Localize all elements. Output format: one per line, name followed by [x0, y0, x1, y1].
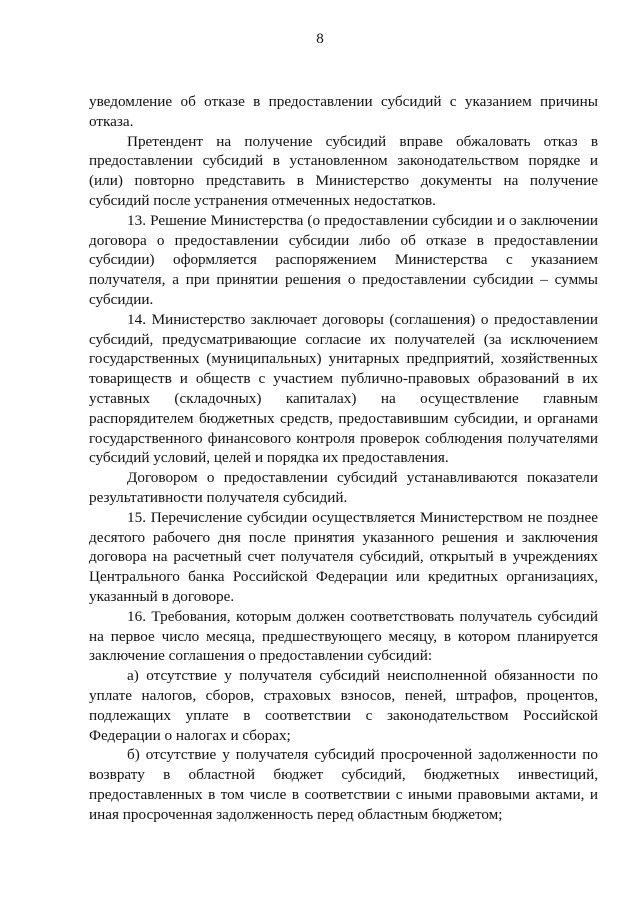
paragraph-15-transfer: 15. Перечисление субсидии осуществляется Министерством не позднее десятого рабочего дня после принятия указанного решения и заключения договора на расчетный счет получателя субсидий, открытый в учреждениях Центрального банка Российской Федерации или кредитных организациях, указанный в договоре.	[89, 508, 598, 605]
page-number: 8	[316, 31, 324, 47]
paragraph-refusal-notice: уведомление об отказе в предоставлении субсидий с указанием причины отказа.	[89, 93, 598, 130]
paragraph-16-requirements: 16. Требования, которым должен соответствовать получатель субсидий на первое число месяца, предшествующего месяцу, в котором планируется заключение соглашения о предоставлении субсидий:	[89, 607, 598, 665]
document-body	[89, 92, 598, 824]
paragraph-performance-indicators: Договором о предоставлении субсидий устанавливаются показатели результативности получателя субсидий.	[89, 469, 598, 506]
paragraph-14-agreements: 14. Министерство заключает договоры (соглашения) о предоставлении субсидий, предусматривающие согласие их получателей (за исключением государственных (муниципальных) унитарных предприятий, хозяйственных товариществ и обществ с участием публично-правовых образований в их уставных (складочных) капиталах) на осуществление главным распорядителем бюджетных средств, предоставившим субсидии, и органами государственного финансового контроля проверок соблюдения получателями субсидий условий, целей и порядка их предоставления.	[89, 310, 598, 467]
list-item-b-overdue-debt: б) отсутствие у получателя субсидий просроченной задолженности по возврату в областной бюджет субсидий, бюджетных инвестиций, предоставленных в том числе в соответствии с иными правовыми актами, и иная просроченная задолженность перед областным бюджетом;	[89, 746, 598, 823]
list-item-a-tax-debt: а) отсутствие у получателя субсидий неисполненной обязанности по уплате налогов, сборов, страховых взносов, пеней, штрафов, процентов, подлежащих уплате в соответствии с законодательством Российской Федерации о налогах и сборах;	[89, 667, 598, 744]
paragraph-13-ministry-decision: 13. Решение Министерства (о предоставлении субсидии и о заключении договора о предоставлении субсидии либо об отказе в предоставлении субсидии) оформляется распоряжением Министерства с указанием получателя, а при принятии решения о предоставлении субсидии – суммы субсидии.	[89, 211, 598, 308]
paragraph-appeal-right: Претендент на получение субсидий вправе обжаловать отказ в предоставлении субсидий в установленном законодательством порядке и (или) повторно представить в Министерство документы на получение субсидий после устранения отмеченных недостатков.	[89, 132, 598, 209]
